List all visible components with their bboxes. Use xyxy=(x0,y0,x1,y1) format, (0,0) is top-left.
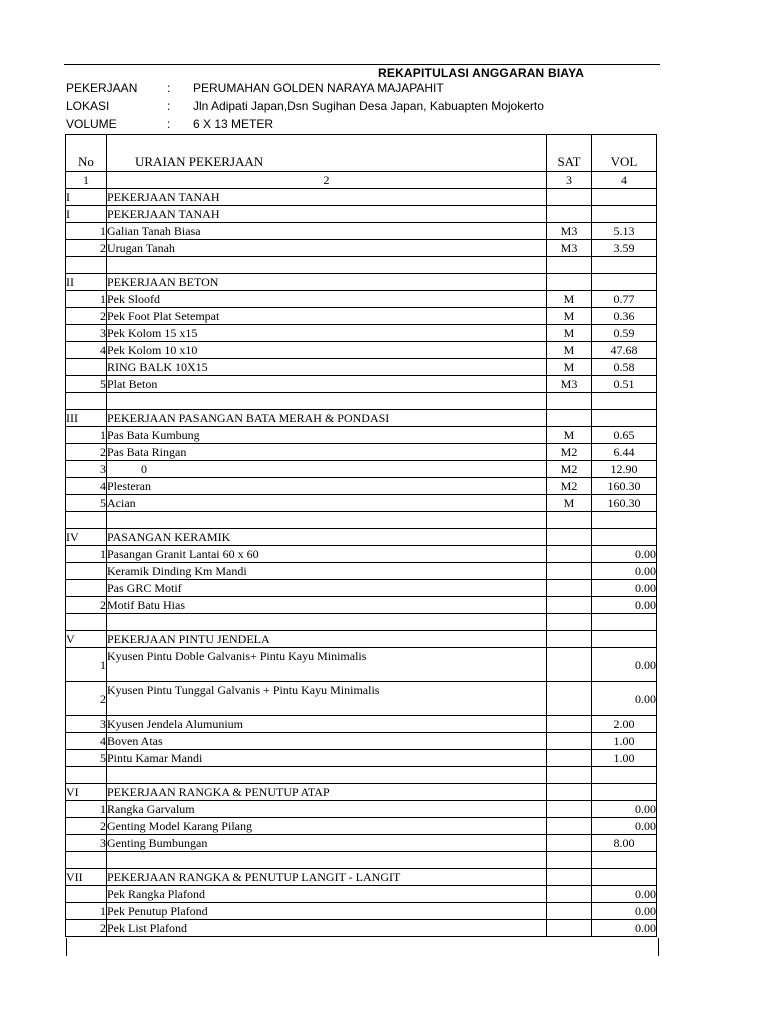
table-right-edge xyxy=(658,938,659,956)
row-unit xyxy=(547,818,592,835)
row-description xyxy=(107,767,547,784)
row-number: III xyxy=(66,410,107,427)
section-row xyxy=(66,410,657,427)
item-row xyxy=(66,648,657,682)
header-label: VOLUME xyxy=(66,117,117,131)
row-description: PASANGAN KERAMIK xyxy=(107,529,547,546)
section-row xyxy=(66,189,657,206)
item-row xyxy=(66,835,657,852)
row-number: 3 xyxy=(66,716,107,733)
row-unit xyxy=(547,274,592,291)
row-volume: 1.00 xyxy=(592,750,657,767)
header-colon: : xyxy=(167,99,171,113)
row-unit xyxy=(547,767,592,784)
item-row xyxy=(66,597,657,614)
item-row xyxy=(66,376,657,393)
row-volume xyxy=(592,393,657,410)
row-unit: M2 xyxy=(547,461,592,478)
row-number: 3 xyxy=(66,461,107,478)
row-volume: 0.00 xyxy=(592,648,657,682)
row-volume xyxy=(592,631,657,648)
row-unit xyxy=(547,920,592,937)
section-row xyxy=(66,869,657,886)
row-number xyxy=(66,563,107,580)
row-unit: M xyxy=(547,342,592,359)
row-number: 2 xyxy=(66,597,107,614)
row-number xyxy=(66,580,107,597)
item-row xyxy=(66,308,657,325)
row-unit xyxy=(547,529,592,546)
row-description: RING BALK 10X15 xyxy=(107,359,547,376)
row-number xyxy=(66,257,107,274)
item-row xyxy=(66,240,657,257)
row-number: 1 xyxy=(66,648,107,682)
column-number: 2 xyxy=(107,172,547,189)
row-unit xyxy=(547,733,592,750)
row-description: Pek Sloofd xyxy=(107,291,547,308)
row-description: Genting Bumbungan xyxy=(107,835,547,852)
row-unit xyxy=(547,257,592,274)
table-left-edge xyxy=(66,938,67,956)
row-unit xyxy=(547,852,592,869)
row-volume xyxy=(592,784,657,801)
row-volume xyxy=(592,274,657,291)
column-header-sat: SAT xyxy=(547,135,592,172)
row-description: Pek List Plafond xyxy=(107,920,547,937)
budget-table-body xyxy=(66,135,657,937)
row-number: 2 xyxy=(66,308,107,325)
row-volume xyxy=(592,852,657,869)
item-row xyxy=(66,733,657,750)
row-volume: 47.68 xyxy=(592,342,657,359)
row-number xyxy=(66,512,107,529)
item-row xyxy=(66,342,657,359)
item-row xyxy=(66,801,657,818)
row-volume: 5.13 xyxy=(592,223,657,240)
row-unit xyxy=(547,716,592,733)
row-number xyxy=(66,359,107,376)
row-number: IV xyxy=(66,529,107,546)
row-description: Kyusen Jendela Alumunium xyxy=(107,716,547,733)
row-number: 3 xyxy=(66,835,107,852)
section-row xyxy=(66,784,657,801)
row-unit: M2 xyxy=(547,478,592,495)
item-row xyxy=(66,461,657,478)
row-volume: 8.00 xyxy=(592,835,657,852)
row-unit xyxy=(547,750,592,767)
row-number: 4 xyxy=(66,478,107,495)
blank-row xyxy=(66,614,657,631)
row-number: 2 xyxy=(66,920,107,937)
row-unit xyxy=(547,903,592,920)
item-row xyxy=(66,359,657,376)
row-volume xyxy=(592,614,657,631)
row-description: PEKERJAAN RANGKA & PENUTUP LANGIT - LANGIT xyxy=(107,869,547,886)
row-number: I xyxy=(66,189,107,206)
row-unit xyxy=(547,189,592,206)
row-volume: 2.00 xyxy=(592,716,657,733)
row-unit xyxy=(547,835,592,852)
row-volume: 0.00 xyxy=(592,886,657,903)
row-volume: 0.59 xyxy=(592,325,657,342)
row-unit xyxy=(547,614,592,631)
row-description: Motif Batu Hias xyxy=(107,597,547,614)
row-volume: 0.00 xyxy=(592,546,657,563)
row-number xyxy=(66,393,107,410)
item-row xyxy=(66,325,657,342)
row-volume: 3.59 xyxy=(592,240,657,257)
item-row xyxy=(66,444,657,461)
row-unit: M xyxy=(547,325,592,342)
item-row xyxy=(66,291,657,308)
blank-row xyxy=(66,257,657,274)
section-row xyxy=(66,206,657,223)
row-number xyxy=(66,886,107,903)
row-number: 1 xyxy=(66,903,107,920)
row-unit: M xyxy=(547,359,592,376)
row-number: 2 xyxy=(66,240,107,257)
row-volume xyxy=(592,869,657,886)
row-volume: 1.00 xyxy=(592,733,657,750)
header-colon: : xyxy=(167,117,171,131)
row-description: Pek Rangka Plafond xyxy=(107,886,547,903)
row-unit xyxy=(547,546,592,563)
row-volume: 0.00 xyxy=(592,682,657,716)
row-description: 0 xyxy=(107,461,547,478)
row-description: Pek Foot Plat Setempat xyxy=(107,308,547,325)
row-unit xyxy=(547,682,592,716)
header-value: PERUMAHAN GOLDEN NARAYA MAJAPAHIT xyxy=(193,81,444,95)
row-unit: M xyxy=(547,427,592,444)
row-unit: M2 xyxy=(547,444,592,461)
row-volume xyxy=(592,512,657,529)
item-row xyxy=(66,478,657,495)
row-description: Pasangan Granit Lantai 60 x 60 xyxy=(107,546,547,563)
blank-row xyxy=(66,767,657,784)
column-number: 4 xyxy=(592,172,657,189)
row-description xyxy=(107,393,547,410)
row-unit xyxy=(547,580,592,597)
top-border xyxy=(64,64,660,65)
row-description: Genting Model Karang Pilang xyxy=(107,818,547,835)
row-volume: 160.30 xyxy=(592,495,657,512)
row-number xyxy=(66,614,107,631)
row-volume: 160.30 xyxy=(592,478,657,495)
row-number: 1 xyxy=(66,546,107,563)
row-description: PEKERJAAN TANAH xyxy=(107,189,547,206)
row-volume: 0.00 xyxy=(592,818,657,835)
row-unit xyxy=(547,631,592,648)
row-volume: 0.77 xyxy=(592,291,657,308)
item-row xyxy=(66,580,657,597)
row-unit xyxy=(547,410,592,427)
row-unit xyxy=(547,597,592,614)
row-unit xyxy=(547,206,592,223)
row-number: 5 xyxy=(66,750,107,767)
row-number: 2 xyxy=(66,818,107,835)
row-description: Pas Bata Ringan xyxy=(107,444,547,461)
section-row xyxy=(66,529,657,546)
section-row xyxy=(66,274,657,291)
row-volume xyxy=(592,206,657,223)
row-unit xyxy=(547,886,592,903)
row-volume: 12.90 xyxy=(592,461,657,478)
row-number xyxy=(66,852,107,869)
row-unit xyxy=(547,393,592,410)
row-number: 1 xyxy=(66,427,107,444)
section-row xyxy=(66,631,657,648)
page-title: REKAPITULASI ANGGARAN BIAYA xyxy=(378,66,585,80)
header-label: LOKASI xyxy=(66,99,110,113)
row-volume: 0.51 xyxy=(592,376,657,393)
row-volume: 0.65 xyxy=(592,427,657,444)
row-description: PEKERJAAN TANAH xyxy=(107,206,547,223)
budget-table xyxy=(65,134,657,937)
header-value: Jln Adipati Japan,Dsn Sugihan Desa Japan, Kabuapten Mojokerto xyxy=(193,99,544,113)
row-number: 4 xyxy=(66,733,107,750)
row-description: Plat Beton xyxy=(107,376,547,393)
row-number: VI xyxy=(66,784,107,801)
row-description: Boven Atas xyxy=(107,733,547,750)
item-row xyxy=(66,886,657,903)
row-unit: M3 xyxy=(547,240,592,257)
row-description xyxy=(107,614,547,631)
item-row xyxy=(66,563,657,580)
row-description: PEKERJAAN PASANGAN BATA MERAH & PONDASI xyxy=(107,410,547,427)
row-description: Pas Bata Kumbung xyxy=(107,427,547,444)
row-number: 5 xyxy=(66,495,107,512)
row-description: Rangka Garvalum xyxy=(107,801,547,818)
row-description: Kyusen Pintu Tunggal Galvanis + Pintu Kayu Minimalis xyxy=(107,682,547,716)
table-header-row xyxy=(66,135,657,172)
column-number: 1 xyxy=(66,172,107,189)
row-number: 5 xyxy=(66,376,107,393)
header-colon: : xyxy=(167,81,171,95)
row-volume: 0.00 xyxy=(592,920,657,937)
item-row xyxy=(66,920,657,937)
row-description: Galian Tanah Biasa xyxy=(107,223,547,240)
item-row xyxy=(66,750,657,767)
row-unit: M3 xyxy=(547,223,592,240)
row-volume: 0.00 xyxy=(592,801,657,818)
column-header-no: No xyxy=(66,135,107,172)
item-row xyxy=(66,682,657,716)
row-volume: 0.00 xyxy=(592,580,657,597)
column-header-vol: VOL xyxy=(592,135,657,172)
row-number: 1 xyxy=(66,223,107,240)
row-description: Pek Kolom 10 x10 xyxy=(107,342,547,359)
row-unit: M3 xyxy=(547,376,592,393)
item-row xyxy=(66,903,657,920)
row-number: I xyxy=(66,206,107,223)
row-volume: 0.58 xyxy=(592,359,657,376)
blank-row xyxy=(66,852,657,869)
row-unit xyxy=(547,648,592,682)
row-number: II xyxy=(66,274,107,291)
row-description: Keramik Dinding Km Mandi xyxy=(107,563,547,580)
row-unit xyxy=(547,801,592,818)
row-description: Plesteran xyxy=(107,478,547,495)
row-unit xyxy=(547,563,592,580)
column-number-row xyxy=(66,172,657,189)
row-volume xyxy=(592,529,657,546)
blank-row xyxy=(66,512,657,529)
row-volume: 0.00 xyxy=(592,903,657,920)
blank-row xyxy=(66,393,657,410)
row-number: VII xyxy=(66,869,107,886)
row-unit: M xyxy=(547,308,592,325)
row-number: 2 xyxy=(66,444,107,461)
row-number: 3 xyxy=(66,325,107,342)
row-unit xyxy=(547,512,592,529)
item-row xyxy=(66,223,657,240)
item-row xyxy=(66,495,657,512)
row-description: Pintu Kamar Mandi xyxy=(107,750,547,767)
row-volume xyxy=(592,410,657,427)
header-value: 6 X 13 METER xyxy=(193,117,274,131)
row-number: 1 xyxy=(66,291,107,308)
row-description: Urugan Tanah xyxy=(107,240,547,257)
row-description xyxy=(107,257,547,274)
row-volume: 6.44 xyxy=(592,444,657,461)
item-row xyxy=(66,818,657,835)
row-description xyxy=(107,512,547,529)
row-description: PEKERJAAN PINTU JENDELA xyxy=(107,631,547,648)
row-unit: M xyxy=(547,495,592,512)
row-volume: 0.00 xyxy=(592,563,657,580)
row-number: V xyxy=(66,631,107,648)
column-number: 3 xyxy=(547,172,592,189)
row-unit xyxy=(547,869,592,886)
row-description xyxy=(107,852,547,869)
row-description: Kyusen Pintu Doble Galvanis+ Pintu Kayu Minimalis xyxy=(107,648,547,682)
row-description: Pek Penutup Plafond xyxy=(107,903,547,920)
header-label: PEKERJAAN xyxy=(66,81,138,95)
row-number: 4 xyxy=(66,342,107,359)
item-row xyxy=(66,546,657,563)
row-description: PEKERJAAN RANGKA & PENUTUP ATAP xyxy=(107,784,547,801)
row-volume: 0.36 xyxy=(592,308,657,325)
column-header-uraian: URAIAN PEKERJAAN xyxy=(107,135,547,172)
row-description: PEKERJAAN BETON xyxy=(107,274,547,291)
row-unit: M xyxy=(547,291,592,308)
row-number xyxy=(66,767,107,784)
item-row xyxy=(66,716,657,733)
row-description: Acian xyxy=(107,495,547,512)
row-volume xyxy=(592,767,657,784)
row-number: 2 xyxy=(66,682,107,716)
item-row xyxy=(66,427,657,444)
row-volume: 0.00 xyxy=(592,597,657,614)
row-unit xyxy=(547,784,592,801)
row-description: Pek Kolom 15 x15 xyxy=(107,325,547,342)
row-number: 1 xyxy=(66,801,107,818)
row-volume xyxy=(592,189,657,206)
row-volume xyxy=(592,257,657,274)
row-description: Pas GRC Motif xyxy=(107,580,547,597)
